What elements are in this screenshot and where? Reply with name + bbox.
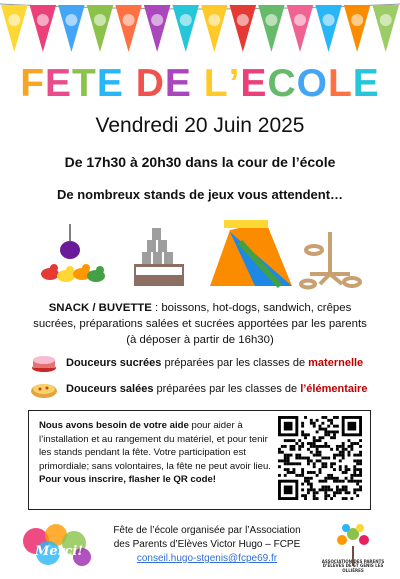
- ring-toss-icon: [301, 232, 360, 288]
- bunting-flag: [87, 5, 114, 52]
- title-letter: E: [96, 62, 124, 105]
- title-letter: D: [135, 62, 165, 105]
- title-letter: E: [164, 62, 192, 105]
- bunting-flower: [265, 14, 277, 26]
- footer-text: Fête de l’école organisée par l’Association des Parents d’Elèves Victor Hugo – FCPE conseil.hugo-stgenis@fcpe69.fr: [113, 525, 301, 564]
- title-letter: E: [240, 62, 268, 105]
- page-title: [0, 62, 400, 106]
- bouncy-slide-icon: [210, 220, 292, 286]
- bunting-flag: [1, 5, 28, 52]
- volunteer-text: Nous avons besoin de votre aide pour aider à l’installation et au rangement du matériel, et pour tenir les stands pendant la fête. Votre participation est primordiale; sans volontaires, la fête ne peut avoir lieu. Pour vous inscrire, flasher le QR code!: [39, 420, 271, 486]
- svg-text:Merci!: Merci!: [34, 544, 84, 559]
- bunting-flower: [323, 14, 335, 26]
- cake-icon: [30, 352, 58, 374]
- bunting-flag: [258, 5, 285, 52]
- can-pyramid-icon: [134, 228, 184, 286]
- bunting-flower: [94, 14, 106, 26]
- title-letter: O: [296, 62, 328, 105]
- stands-heading: De nombreux stands de jeux vous attendent…: [56, 187, 344, 202]
- bunting-flag: [58, 5, 85, 52]
- title-letter: [124, 62, 136, 106]
- bunting-flag: [115, 5, 142, 52]
- title-letter: E: [45, 62, 73, 105]
- bunting-flower: [208, 14, 220, 26]
- event-date: Vendredi 20 Juin 2025: [95, 114, 305, 137]
- bunting-flag: [315, 5, 342, 52]
- title-letter: F: [20, 62, 46, 105]
- title-letter: C: [267, 62, 297, 105]
- merci-logo: [18, 521, 100, 571]
- bunting-flower: [180, 14, 192, 26]
- snack-description: SNACK / BUVETTE : boissons, hot-dogs, sandwich, crêpes sucrées, préparations salées et sucrées apportées par les parents (à déposer à partir de 16h30): [33, 302, 367, 346]
- bunting-flower: [65, 14, 77, 26]
- bunting-flower: [294, 14, 306, 26]
- bunting-flag: [372, 5, 399, 52]
- bunting-flag: [30, 5, 57, 52]
- bunting-flag: [287, 5, 314, 52]
- duck-game-icon: [41, 224, 105, 282]
- bunting-flag: [230, 5, 257, 52]
- bunting-flower: [380, 14, 392, 26]
- bunting-banner: [0, 0, 400, 62]
- sweet-row: Douceurs sucrées préparées par les classes de maternelle: [30, 352, 363, 374]
- contact-email-link[interactable]: conseil.hugo-stgenis@fcpe69.fr: [136, 553, 278, 564]
- bunting-flower: [37, 14, 49, 26]
- title-letter: T: [72, 62, 97, 105]
- games-illustration: [30, 212, 375, 290]
- salty-row: Douceurs salées préparées par les classes de l’élémentaire: [30, 378, 367, 400]
- association-name: ASSOCIATION DES PARENTS D’ÉLÈVES DE ST GENIS LES OLLIÈRES: [321, 559, 385, 573]
- title-letter: E: [352, 62, 380, 105]
- event-hours: De 17h30 à 20h30 dans la cour de l’école: [64, 154, 336, 170]
- bunting-flower: [351, 14, 363, 26]
- bunting-flower: [123, 14, 135, 26]
- volunteer-box: [28, 410, 371, 510]
- title-letter: ’: [228, 62, 241, 105]
- bunting-flag: [344, 5, 371, 52]
- bunting-flag: [172, 5, 199, 52]
- bunting-flag: [201, 5, 228, 52]
- title-letter: [192, 62, 204, 106]
- bunting-flower: [8, 14, 20, 26]
- quiche-icon: [30, 378, 58, 400]
- bunting-flower: [237, 14, 249, 26]
- title-letter: L: [327, 62, 353, 105]
- bunting-flower: [151, 14, 163, 26]
- title-letter: L: [203, 62, 229, 105]
- bunting-flag: [144, 5, 171, 52]
- qr-code-icon[interactable]: [278, 416, 362, 500]
